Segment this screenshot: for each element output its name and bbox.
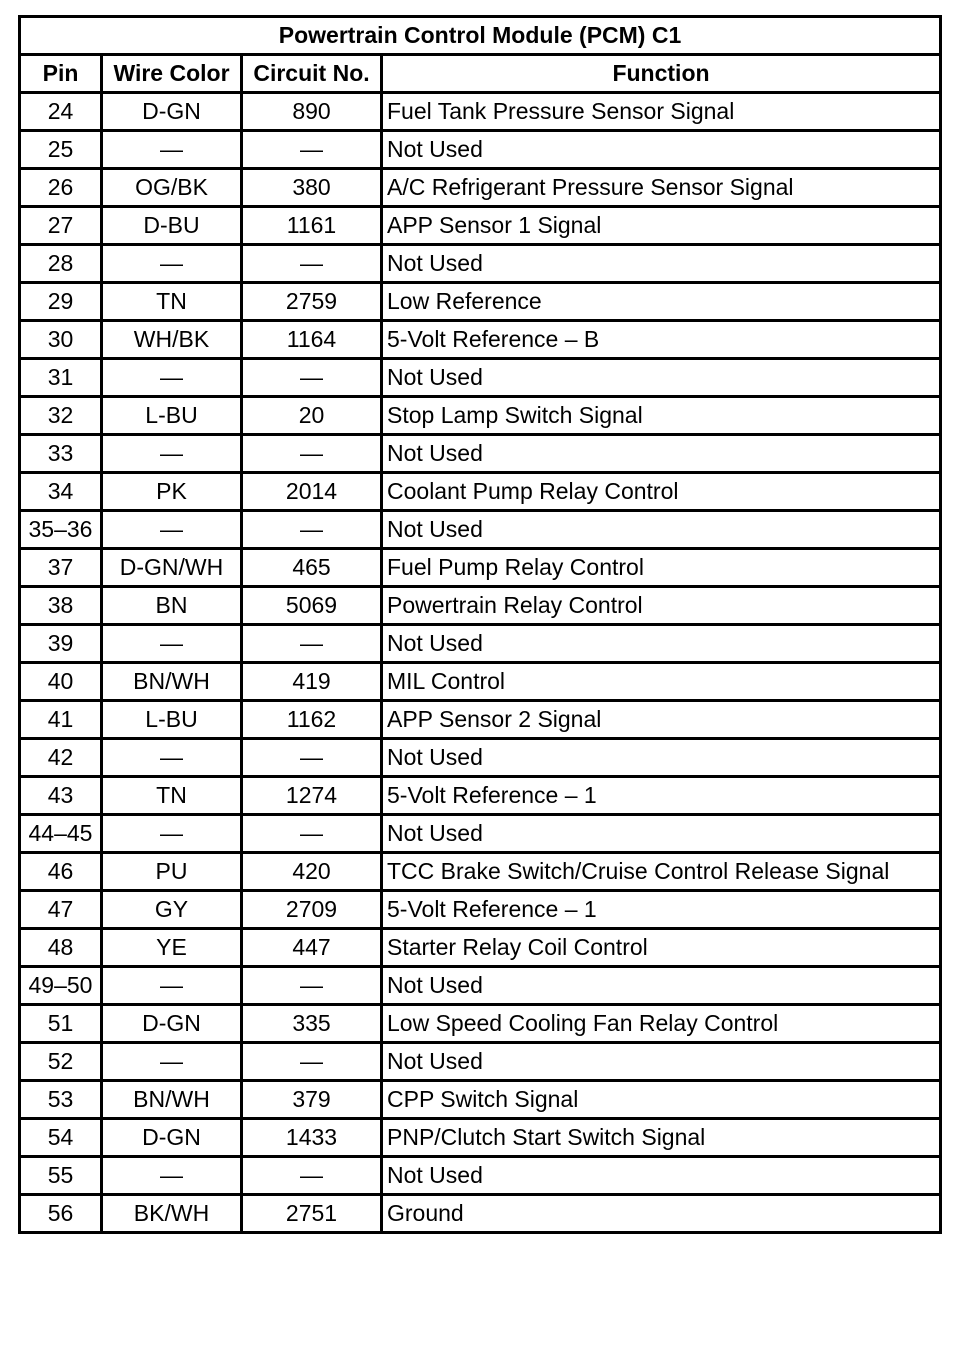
wire-color-cell: — <box>102 435 242 473</box>
wire-color-cell: WH/BK <box>102 321 242 359</box>
function-cell: Not Used <box>382 435 941 473</box>
pin-cell: 41 <box>20 701 102 739</box>
table-row <box>20 625 941 663</box>
circuit-no-cell: 2709 <box>242 891 382 929</box>
function-cell: Low Speed Cooling Fan Relay Control <box>382 1005 941 1043</box>
circuit-no-cell: — <box>242 739 382 777</box>
pin-cell: 28 <box>20 245 102 283</box>
wire-color-cell: — <box>102 359 242 397</box>
function-cell: APP Sensor 2 Signal <box>382 701 941 739</box>
function-cell: Not Used <box>382 739 941 777</box>
circuit-no-cell: 2759 <box>242 283 382 321</box>
pin-cell: 30 <box>20 321 102 359</box>
wire-color-cell: TN <box>102 283 242 321</box>
wire-color-cell: GY <box>102 891 242 929</box>
function-cell: Ground <box>382 1195 941 1233</box>
pin-cell: 47 <box>20 891 102 929</box>
circuit-no-cell: 2751 <box>242 1195 382 1233</box>
table-row <box>20 701 941 739</box>
table-row <box>20 891 941 929</box>
function-cell: Not Used <box>382 625 941 663</box>
pcm-connector-table <box>18 15 942 1234</box>
table-row <box>20 1081 941 1119</box>
wire-color-cell: L-BU <box>102 397 242 435</box>
circuit-no-cell: — <box>242 967 382 1005</box>
pin-cell: 26 <box>20 169 102 207</box>
table-body <box>20 93 941 1233</box>
pin-cell: 34 <box>20 473 102 511</box>
circuit-no-cell: 1164 <box>242 321 382 359</box>
wire-color-cell: — <box>102 739 242 777</box>
table-title-row <box>20 17 941 55</box>
pin-cell: 31 <box>20 359 102 397</box>
table-row <box>20 473 941 511</box>
function-cell: Coolant Pump Relay Control <box>382 473 941 511</box>
table-row <box>20 1043 941 1081</box>
header-pin: Pin <box>20 55 102 93</box>
wire-color-cell: YE <box>102 929 242 967</box>
wire-color-cell: — <box>102 131 242 169</box>
wire-color-cell: BN/WH <box>102 1081 242 1119</box>
pin-cell: 42 <box>20 739 102 777</box>
circuit-no-cell: 420 <box>242 853 382 891</box>
function-cell: 5-Volt Reference – 1 <box>382 777 941 815</box>
circuit-no-cell: 890 <box>242 93 382 131</box>
pin-cell: 38 <box>20 587 102 625</box>
function-cell: Fuel Pump Relay Control <box>382 549 941 587</box>
function-cell: Not Used <box>382 359 941 397</box>
function-cell: Fuel Tank Pressure Sensor Signal <box>382 93 941 131</box>
circuit-no-cell: 5069 <box>242 587 382 625</box>
function-cell: Starter Relay Coil Control <box>382 929 941 967</box>
wire-color-cell: D-GN <box>102 93 242 131</box>
circuit-no-cell: 1162 <box>242 701 382 739</box>
header-circuit-no: Circuit No. <box>242 55 382 93</box>
table-row <box>20 1157 941 1195</box>
wire-color-cell: PK <box>102 473 242 511</box>
circuit-no-cell: 380 <box>242 169 382 207</box>
table-row <box>20 739 941 777</box>
function-cell: PNP/Clutch Start Switch Signal <box>382 1119 941 1157</box>
wire-color-cell: D-GN <box>102 1119 242 1157</box>
circuit-no-cell: 1274 <box>242 777 382 815</box>
table-row <box>20 435 941 473</box>
circuit-no-cell: 1433 <box>242 1119 382 1157</box>
pin-cell: 54 <box>20 1119 102 1157</box>
wire-color-cell: PU <box>102 853 242 891</box>
circuit-no-cell: — <box>242 245 382 283</box>
wire-color-cell: TN <box>102 777 242 815</box>
pin-cell: 40 <box>20 663 102 701</box>
wire-color-cell: — <box>102 245 242 283</box>
pin-cell: 24 <box>20 93 102 131</box>
pin-cell: 27 <box>20 207 102 245</box>
table-row <box>20 663 941 701</box>
table-row <box>20 207 941 245</box>
function-cell: CPP Switch Signal <box>382 1081 941 1119</box>
function-cell: A/C Refrigerant Pressure Sensor Signal <box>382 169 941 207</box>
wire-color-cell: D-GN <box>102 1005 242 1043</box>
pin-cell: 52 <box>20 1043 102 1081</box>
table-row <box>20 511 941 549</box>
pin-cell: 44–45 <box>20 815 102 853</box>
table-row <box>20 1195 941 1233</box>
function-cell: Powertrain Relay Control <box>382 587 941 625</box>
pin-cell: 37 <box>20 549 102 587</box>
circuit-no-cell: 2014 <box>242 473 382 511</box>
wire-color-cell: D-GN/WH <box>102 549 242 587</box>
table-row <box>20 321 941 359</box>
pin-cell: 33 <box>20 435 102 473</box>
pin-cell: 39 <box>20 625 102 663</box>
function-cell: Stop Lamp Switch Signal <box>382 397 941 435</box>
function-cell: Not Used <box>382 815 941 853</box>
function-cell: 5-Volt Reference – B <box>382 321 941 359</box>
function-cell: Not Used <box>382 511 941 549</box>
wire-color-cell: OG/BK <box>102 169 242 207</box>
table-row <box>20 967 941 1005</box>
function-cell: Not Used <box>382 245 941 283</box>
pin-cell: 32 <box>20 397 102 435</box>
table-row <box>20 283 941 321</box>
function-cell: Not Used <box>382 967 941 1005</box>
pin-cell: 29 <box>20 283 102 321</box>
circuit-no-cell: — <box>242 1043 382 1081</box>
table-row <box>20 93 941 131</box>
circuit-no-cell: — <box>242 511 382 549</box>
circuit-no-cell: 20 <box>242 397 382 435</box>
circuit-no-cell: — <box>242 1157 382 1195</box>
wire-color-cell: BK/WH <box>102 1195 242 1233</box>
circuit-no-cell: 419 <box>242 663 382 701</box>
pin-cell: 53 <box>20 1081 102 1119</box>
table-title: Powertrain Control Module (PCM) C1 <box>20 17 941 55</box>
function-cell: Not Used <box>382 1043 941 1081</box>
circuit-no-cell: — <box>242 815 382 853</box>
function-cell: MIL Control <box>382 663 941 701</box>
table-row <box>20 131 941 169</box>
wire-color-cell: — <box>102 1157 242 1195</box>
table-row <box>20 245 941 283</box>
table-row <box>20 397 941 435</box>
table-row <box>20 169 941 207</box>
pin-cell: 55 <box>20 1157 102 1195</box>
circuit-no-cell: 447 <box>242 929 382 967</box>
wire-color-cell: BN/WH <box>102 663 242 701</box>
pin-cell: 49–50 <box>20 967 102 1005</box>
pin-cell: 46 <box>20 853 102 891</box>
wire-color-cell: — <box>102 511 242 549</box>
function-cell: APP Sensor 1 Signal <box>382 207 941 245</box>
circuit-no-cell: 465 <box>242 549 382 587</box>
circuit-no-cell: — <box>242 359 382 397</box>
function-cell: Not Used <box>382 131 941 169</box>
pin-cell: 43 <box>20 777 102 815</box>
table-row <box>20 549 941 587</box>
circuit-no-cell: — <box>242 131 382 169</box>
wire-color-cell: — <box>102 967 242 1005</box>
pin-cell: 56 <box>20 1195 102 1233</box>
wire-color-cell: BN <box>102 587 242 625</box>
circuit-no-cell: 1161 <box>242 207 382 245</box>
function-cell: Not Used <box>382 1157 941 1195</box>
header-function: Function <box>382 55 941 93</box>
table-row <box>20 815 941 853</box>
table-row <box>20 1005 941 1043</box>
table-row <box>20 853 941 891</box>
header-wire-color: Wire Color <box>102 55 242 93</box>
circuit-no-cell: 379 <box>242 1081 382 1119</box>
function-cell: TCC Brake Switch/Cruise Control Release Signal <box>382 853 941 891</box>
pin-cell: 25 <box>20 131 102 169</box>
wire-color-cell: — <box>102 1043 242 1081</box>
table-row <box>20 777 941 815</box>
pin-cell: 35–36 <box>20 511 102 549</box>
table-header-row <box>20 55 941 93</box>
table-row <box>20 1119 941 1157</box>
wire-color-cell: D-BU <box>102 207 242 245</box>
function-cell: 5-Volt Reference – 1 <box>382 891 941 929</box>
pin-cell: 51 <box>20 1005 102 1043</box>
circuit-no-cell: — <box>242 435 382 473</box>
wire-color-cell: L-BU <box>102 701 242 739</box>
table-row <box>20 929 941 967</box>
table-row <box>20 587 941 625</box>
circuit-no-cell: 335 <box>242 1005 382 1043</box>
circuit-no-cell: — <box>242 625 382 663</box>
table-row <box>20 359 941 397</box>
wire-color-cell: — <box>102 625 242 663</box>
pin-cell: 48 <box>20 929 102 967</box>
wire-color-cell: — <box>102 815 242 853</box>
function-cell: Low Reference <box>382 283 941 321</box>
